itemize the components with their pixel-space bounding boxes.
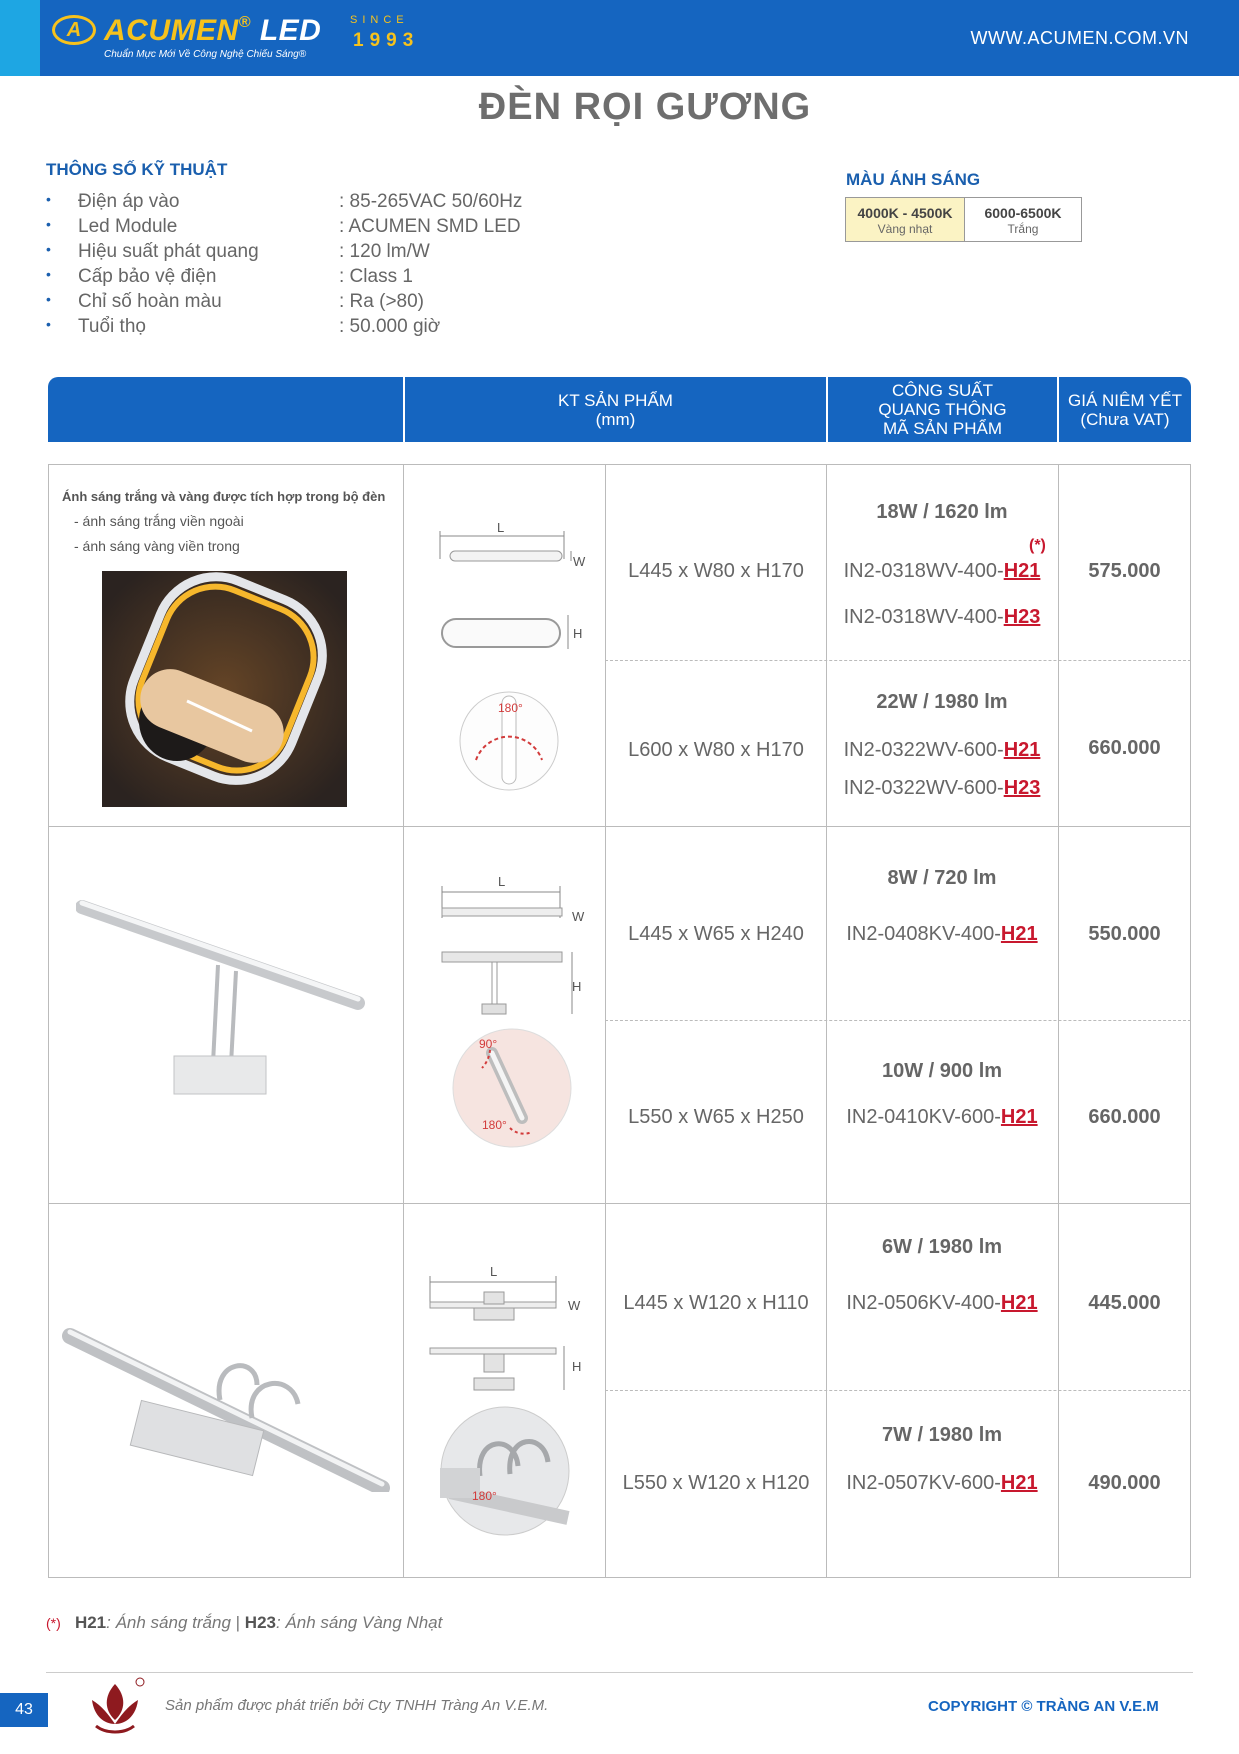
spec-value: : ACUMEN SMD LED <box>339 216 521 237</box>
product-power: 22W / 1980 lm <box>876 691 1008 713</box>
dimension-diagram-2 <box>440 878 590 1018</box>
footnote-h23: H23 <box>244 1613 276 1632</box>
product-photo-dual-arm-light <box>62 1320 396 1492</box>
spec-value: : 85-265VAC 50/60Hz <box>339 191 523 212</box>
column-divider <box>403 464 404 1578</box>
brand-name <box>104 14 321 48</box>
brand-led: LED <box>259 14 322 47</box>
registered-mark: ® <box>238 14 251 31</box>
product-dimensions: L445 x W80 x H170 <box>628 560 804 582</box>
product-power: 8W / 720 lm <box>887 867 997 889</box>
row-divider <box>605 1020 1191 1021</box>
specs-heading: THÔNG SỐ KỸ THUẬT <box>46 160 228 179</box>
code-base: IN2-0507KV-600- <box>846 1472 1001 1494</box>
color-option-warm <box>845 197 965 242</box>
code-variant: H21 <box>1000 1472 1038 1494</box>
label-H: H <box>573 626 583 641</box>
header-power <box>828 377 1057 442</box>
spec-value: : Ra (>80) <box>339 291 425 312</box>
label-L: L <box>498 874 506 889</box>
label-H: H <box>572 1359 582 1374</box>
footnote-h21: H21 <box>74 1613 107 1632</box>
footer-divider <box>46 1672 1193 1673</box>
product-photo-ring-lamp <box>102 571 347 807</box>
code-variant: H21 <box>1003 739 1041 761</box>
since-label: SINCE <box>350 14 409 26</box>
dimension-diagram-1 <box>436 521 586 651</box>
bullet-icon: • <box>46 266 51 282</box>
rotation-label: 180° <box>472 1489 497 1503</box>
product-code <box>826 739 1058 762</box>
light-color-heading: MÀU ÁNH SÁNG <box>846 170 981 189</box>
product-photo-picture-light <box>76 893 368 1107</box>
group-divider <box>48 826 1191 827</box>
header-dimensions <box>405 377 826 442</box>
footnote-separator: | <box>235 1613 241 1632</box>
spec-value: : Class 1 <box>339 266 413 287</box>
color-name: Vàng nhạt <box>877 222 933 236</box>
brand-text: ACUMEN <box>104 14 239 47</box>
row-divider <box>605 1390 1191 1391</box>
bullet-icon: • <box>46 316 51 332</box>
spec-label: Chỉ số hoàn màu <box>78 291 222 312</box>
spec-label: Điện áp vào <box>78 191 180 212</box>
label-W: W <box>572 909 585 924</box>
footnote <box>46 1613 442 1633</box>
trang-an-lotus-logo-icon <box>82 1676 148 1738</box>
product-price: 660.000 <box>1088 1106 1161 1128</box>
color-name: Trắng <box>1007 222 1039 236</box>
spec-label: Cấp bảo vệ điện <box>78 266 217 287</box>
bullet-icon: • <box>46 191 51 207</box>
code-base: IN2-0318WV-400- <box>843 606 1004 628</box>
code-base: IN2-0322WV-600- <box>843 739 1004 761</box>
code-variant: H23 <box>1003 606 1041 628</box>
since-year: 1993 <box>353 30 420 51</box>
group1-note-line: - ánh sáng vàng viền trong <box>74 538 240 554</box>
product-code <box>826 777 1058 800</box>
bullet-icon: • <box>46 241 51 257</box>
color-range: 6000-6500K <box>984 205 1062 221</box>
product-price: 575.000 <box>1088 560 1161 582</box>
acumen-logo-icon: A <box>52 15 96 45</box>
product-dimensions: L445 x W65 x H240 <box>628 923 804 945</box>
product-power: 6W / 1980 lm <box>881 1236 1003 1258</box>
code-variant: H21 <box>1000 923 1038 945</box>
label-W: W <box>568 1298 581 1313</box>
header-power-line3: MÃ SẢN PHẨM <box>882 419 1003 438</box>
header-price <box>1059 377 1191 442</box>
product-power: 7W / 1980 lm <box>881 1424 1003 1446</box>
header-dim-line2: (mm) <box>595 409 636 429</box>
rotation-diagram-2 <box>452 1028 572 1148</box>
page-number: 43 <box>0 1693 48 1727</box>
label-L: L <box>497 520 505 535</box>
code-variant: H21 <box>1000 1106 1038 1128</box>
product-code <box>826 560 1058 583</box>
product-price: 445.000 <box>1088 1292 1161 1314</box>
header-power-line1: CÔNG SUẤT <box>891 381 994 400</box>
rotation-label-90: 90° <box>479 1037 498 1051</box>
product-code <box>826 923 1058 946</box>
header-price-line2: (Chưa VAT) <box>1080 409 1170 429</box>
brand-tagline: Chuẩn Mực Mới Về Công Nghệ Chiếu Sáng® <box>104 49 307 60</box>
footnote-h21-text: : Ánh sáng trắng <box>106 1613 231 1632</box>
dimension-diagram-3 <box>428 1268 588 1398</box>
column-divider <box>1058 464 1059 1578</box>
code-base: IN2-0410KV-600- <box>846 1106 1001 1128</box>
code-base: IN2-0408KV-400- <box>846 923 1001 945</box>
product-dimensions: L550 x W120 x H120 <box>622 1472 810 1494</box>
group-divider <box>48 1203 1191 1204</box>
product-dimensions: L445 x W120 x H110 <box>623 1292 809 1314</box>
product-price: 490.000 <box>1088 1472 1161 1494</box>
label-L: L <box>490 1264 498 1279</box>
header-power-line2: QUANG THÔNG <box>878 400 1007 419</box>
spec-label: Tuổi thọ <box>78 316 146 337</box>
label-H: H <box>572 979 582 994</box>
footnote-h23-text: : Ánh sáng Vàng Nhạt <box>275 1613 443 1632</box>
column-divider <box>605 464 606 1578</box>
product-power: 10W / 900 lm <box>881 1060 1003 1082</box>
group1-note-line: - ánh sáng trắng viền ngoài <box>74 513 244 529</box>
spec-value: : 50.000 giờ <box>339 316 441 337</box>
product-code <box>826 1472 1058 1495</box>
row-divider <box>605 660 1191 661</box>
product-code <box>826 1292 1058 1315</box>
copyright: COPYRIGHT © TRÀNG AN V.E.M <box>928 1698 1159 1715</box>
spec-value: : 120 lm/W <box>339 241 430 262</box>
product-dimensions: L550 x W65 x H250 <box>628 1106 804 1128</box>
code-variant: H21 <box>1003 560 1041 582</box>
product-dimensions: L600 x W80 x H170 <box>628 739 804 761</box>
developer-note: Sản phẩm được phát triển bởi Cty TNHH Tràng An V.E.M. <box>165 1697 549 1714</box>
rotation-label-180: 180° <box>482 1118 507 1132</box>
bullet-icon: • <box>46 216 51 232</box>
product-price: 660.000 <box>1088 737 1161 759</box>
spec-label: Led Module <box>78 216 178 237</box>
header-accent-strip <box>0 0 40 76</box>
rotation-label: 180° <box>498 701 523 715</box>
color-range: 4000K - 4500K <box>857 205 953 221</box>
code-base: IN2-0506KV-400- <box>846 1292 1001 1314</box>
code-base: IN2-0322WV-600- <box>843 777 1004 799</box>
bullet-icon: • <box>46 291 51 307</box>
footnote-mark: (*) <box>46 1615 61 1631</box>
header-price-line1: GIÁ NIÊM YẾT <box>1068 390 1182 410</box>
code-variant: H23 <box>1003 777 1041 799</box>
page-title: ĐÈN RỌI GƯƠNG <box>478 86 812 128</box>
product-power: 18W / 1620 lm <box>876 501 1008 523</box>
code-base: IN2-0318WV-400- <box>843 560 1004 582</box>
product-code <box>826 1106 1058 1129</box>
product-price: 550.000 <box>1088 923 1161 945</box>
color-option-white <box>964 197 1082 242</box>
code-variant: H21 <box>1000 1292 1038 1314</box>
product-code <box>826 606 1058 629</box>
asterisk-mark: (*) <box>1029 537 1046 554</box>
header-dim-line1: KT SẢN PHẨM <box>558 390 673 410</box>
group1-note-title: Ánh sáng trắng và vàng được tích hợp trong bộ đèn <box>62 489 386 504</box>
spec-label: Hiệu suất phát quang <box>78 241 259 262</box>
label-W: W <box>573 554 586 569</box>
website-link[interactable]: WWW.ACUMEN.COM.VN <box>970 28 1189 48</box>
rotation-diagram-3 <box>440 1406 570 1536</box>
column-divider <box>826 464 827 1578</box>
